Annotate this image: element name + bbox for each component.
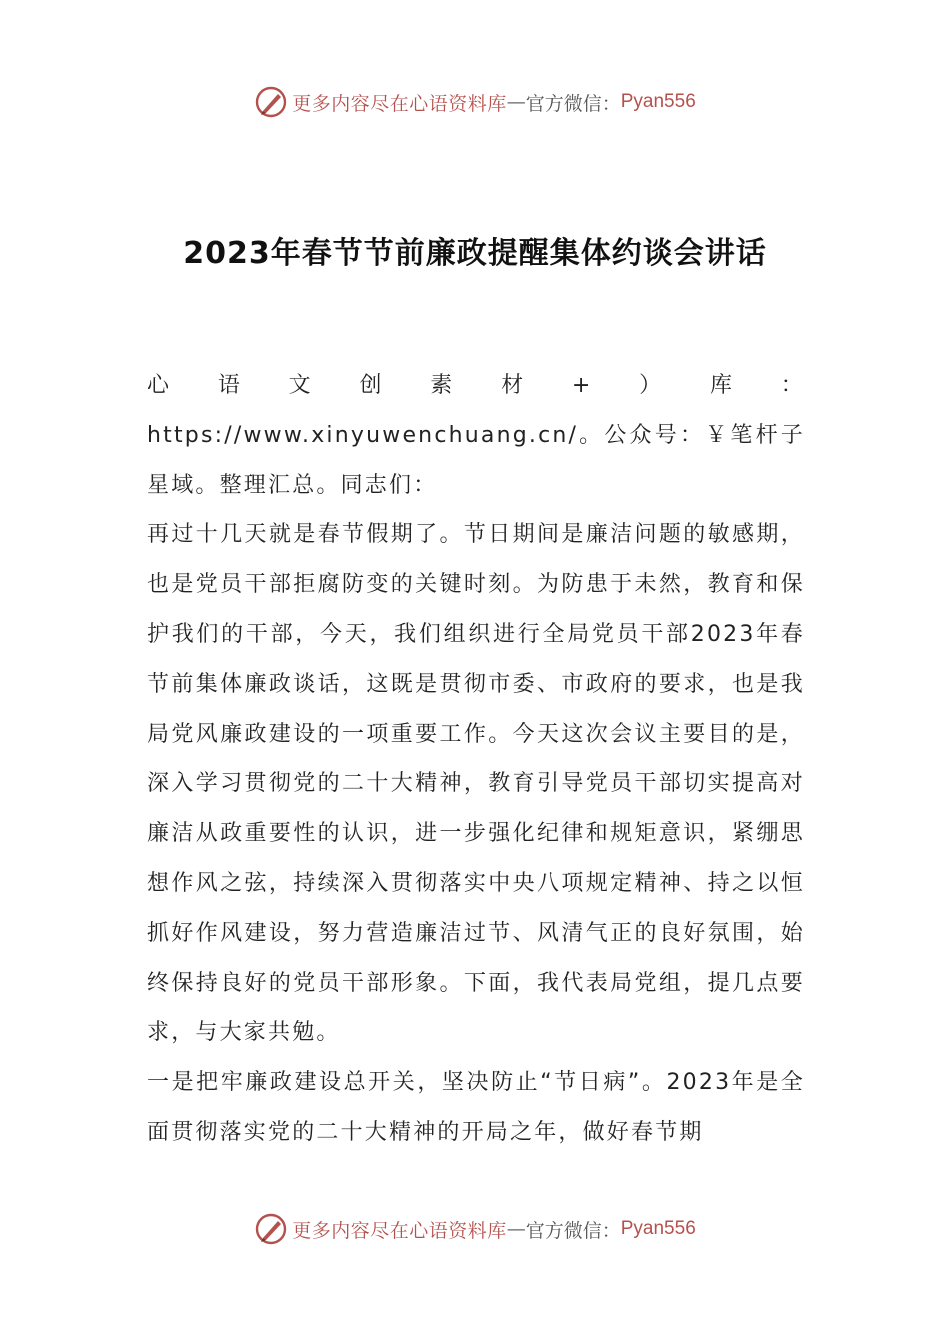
banner-separator: — [506,1218,526,1240]
banner-wechat-id: Pyan556 [620,1218,696,1239]
document-body [147,361,805,1158]
banner-wechat-id: Pyan556 [620,91,696,112]
banner-wechat-label: 官方微信： [525,1219,621,1242]
header-banner [0,82,950,122]
footer-banner [0,1209,950,1249]
paragraph: 心语文创素材+）库：https://www.xinyuwenchuang.cn/。公众号：￥笔杆子星域。整理汇总。同志们： [147,373,805,498]
paragraph: 一是把牢廉政建设总开关，坚决防止“节日病”。2023年是全面贯彻落实党的二十大精神的开局之年，做好春节期 [147,1070,805,1145]
document-title: 2023年春节节前廉政提醒集体约谈会讲话 [183,236,767,271]
pen-logo-icon [254,85,288,119]
pen-logo-icon [254,1212,288,1246]
banner-text: 更多内容尽在心语资料库 [292,1219,507,1242]
paragraph: 再过十几天就是春节假期了。节日期间是廉洁问题的敏感期，也是党员干部拒腐防变的关键时刻。为防患于未然，教育和保护我们的干部，今天，我们组织进行全局党员干部2023年春节前集体廉政谈话，这既是贯彻市委、市政府的要求，也是我局党风廉政建设的一项重要工作。今天这次会议主要目的是，深入学习贯彻党的二十大精神，教育引导党员干部切实提高对廉洁从政重要性的认识，进一步强化纪律和规矩意识，紧绷思想作风之弦，持续深入贯彻落实中央八项规定精神、持之以恒抓好作风建设，努力营造廉洁过节、风清气正的良好氛围，始终保持良好的党员干部形象。下面，我代表局党组，提几点要求，与大家共勉。 [147,522,805,1046]
banner-text: 更多内容尽在心语资料库 [292,92,507,115]
banner-separator: — [506,91,526,113]
banner-wechat-label: 官方微信： [525,92,621,115]
